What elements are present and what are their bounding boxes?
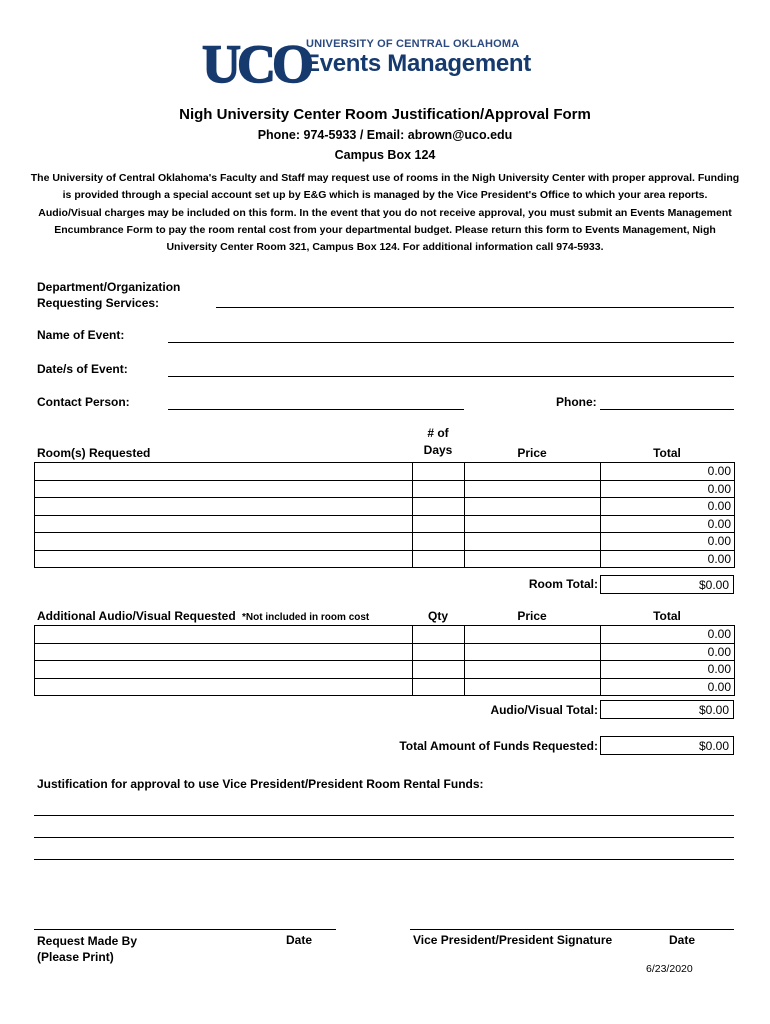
av-item-cell[interactable] [35, 661, 413, 679]
contact-field[interactable] [168, 409, 464, 410]
justification-label: Justification for approval to use Vice President/President Room Rental Funds: [37, 777, 484, 791]
room-cell[interactable] [35, 463, 413, 481]
total-cell: 0.00 [601, 626, 735, 644]
av-item-cell[interactable] [35, 678, 413, 696]
uco-logo [202, 26, 562, 98]
qty-cell[interactable] [413, 643, 465, 661]
table-row [35, 463, 735, 481]
room-cell[interactable] [35, 480, 413, 498]
justification-line-3[interactable] [34, 859, 734, 860]
total-cell: 0.00 [601, 643, 735, 661]
av-table [34, 625, 735, 696]
room-cell[interactable] [35, 498, 413, 516]
av-header-item: Additional Audio/Visual Requested *Not included in room cost [37, 609, 370, 623]
justification-line-2[interactable] [34, 837, 734, 838]
days-cell[interactable] [413, 515, 465, 533]
uco-logo-mark [202, 26, 310, 96]
phone-label: Phone: [556, 395, 597, 409]
table-row [35, 626, 735, 644]
rooms-table [34, 462, 735, 568]
logo-university: UNIVERSITY OF CENTRAL OKLAHOMA [306, 38, 520, 50]
justification-line-1[interactable] [34, 815, 734, 816]
event-dates-field[interactable] [168, 376, 734, 377]
request-made-by-label: Request Made By (Please Print) [37, 934, 138, 964]
vp-date-label: Date [669, 933, 696, 947]
table-row [35, 515, 735, 533]
av-header-price: Price [517, 609, 547, 623]
table-row [35, 498, 735, 516]
days-cell[interactable] [413, 533, 465, 551]
campus-box: Campus Box 124 [334, 148, 436, 162]
price-cell[interactable] [465, 515, 601, 533]
price-cell[interactable] [465, 463, 601, 481]
qty-cell[interactable] [413, 661, 465, 679]
total-cell: 0.00 [601, 463, 735, 481]
table-row [35, 678, 735, 696]
av-total-label: Audio/Visual Total: [490, 703, 598, 717]
grand-total-label: Total Amount of Funds Requested: [399, 739, 598, 753]
total-cell: 0.00 [601, 550, 735, 568]
rooms-header-price: Price [517, 446, 547, 460]
price-cell[interactable] [465, 498, 601, 516]
grand-total-value: $0.00 [600, 736, 734, 755]
total-cell: 0.00 [601, 533, 735, 551]
price-cell[interactable] [465, 626, 601, 644]
table-row [35, 661, 735, 679]
av-total-value: $0.00 [600, 700, 734, 719]
av-item-cell[interactable] [35, 643, 413, 661]
table-row [35, 643, 735, 661]
department-field[interactable] [216, 307, 734, 308]
total-cell: 0.00 [601, 480, 735, 498]
days-cell[interactable] [413, 463, 465, 481]
price-cell[interactable] [465, 550, 601, 568]
rooms-header-days: # of Days [423, 426, 453, 457]
event-dates-label: Date/s of Event: [37, 362, 128, 376]
total-cell: 0.00 [601, 515, 735, 533]
phone-field[interactable] [600, 409, 734, 410]
table-row [35, 533, 735, 551]
qty-cell[interactable] [413, 678, 465, 696]
price-cell[interactable] [465, 643, 601, 661]
av-header-qty: Qty [427, 609, 448, 623]
intro-paragraph: The University of Central Oklahoma's Faculty and Staff may request use of rooms in the Nigh University Center with proper approval. Funding is provided through a special account set up by E&G which is managed by the Vice President's Office to which your area reports. Audio/Visual charges may be included on this form. In the event that you do not receive approval, you must submit an Events Management Encumbrance Form to pay the room rental cost from your departmental budget. Please return this form to Events Management, Nigh University Center Room 321, Campus Box 124. For additional information call 974-5933. [30, 172, 740, 254]
av-item-cell[interactable] [35, 626, 413, 644]
revision-date: 6/23/2020 [646, 963, 693, 975]
total-cell: 0.00 [601, 498, 735, 516]
room-total-value: $0.00 [600, 575, 734, 594]
days-cell[interactable] [413, 550, 465, 568]
days-cell[interactable] [413, 498, 465, 516]
svg-text:UCO: UCO [202, 34, 310, 94]
vp-signature-label: Vice President/President Signature [413, 933, 613, 947]
contact-line: Phone: 974-5933 / Email: abrown@uco.edu [257, 128, 513, 142]
price-cell[interactable] [465, 533, 601, 551]
table-row [35, 480, 735, 498]
contact-label: Contact Person: [37, 395, 130, 409]
days-cell[interactable] [413, 480, 465, 498]
room-total-label: Room Total: [528, 577, 598, 591]
room-cell[interactable] [35, 533, 413, 551]
department-label: Department/Organization Requesting Services: [37, 280, 181, 310]
room-cell[interactable] [35, 515, 413, 533]
request-date-label: Date [286, 933, 313, 947]
logo-department: Events Management [304, 50, 531, 77]
total-cell: 0.00 [601, 661, 735, 679]
rooms-header-total: Total [653, 446, 681, 460]
av-header-total: Total [653, 609, 681, 623]
price-cell[interactable] [465, 678, 601, 696]
request-signature-line[interactable] [34, 929, 336, 930]
total-cell: 0.00 [601, 678, 735, 696]
vp-signature-line[interactable] [410, 929, 734, 930]
price-cell[interactable] [465, 661, 601, 679]
table-row [35, 550, 735, 568]
qty-cell[interactable] [413, 626, 465, 644]
event-name-field[interactable] [168, 342, 734, 343]
event-name-label: Name of Event: [37, 328, 125, 342]
room-cell[interactable] [35, 550, 413, 568]
rooms-header-room: Room(s) Requested [37, 446, 151, 460]
price-cell[interactable] [465, 480, 601, 498]
form-title: Nigh University Center Room Justification/Approval Form [179, 106, 591, 123]
